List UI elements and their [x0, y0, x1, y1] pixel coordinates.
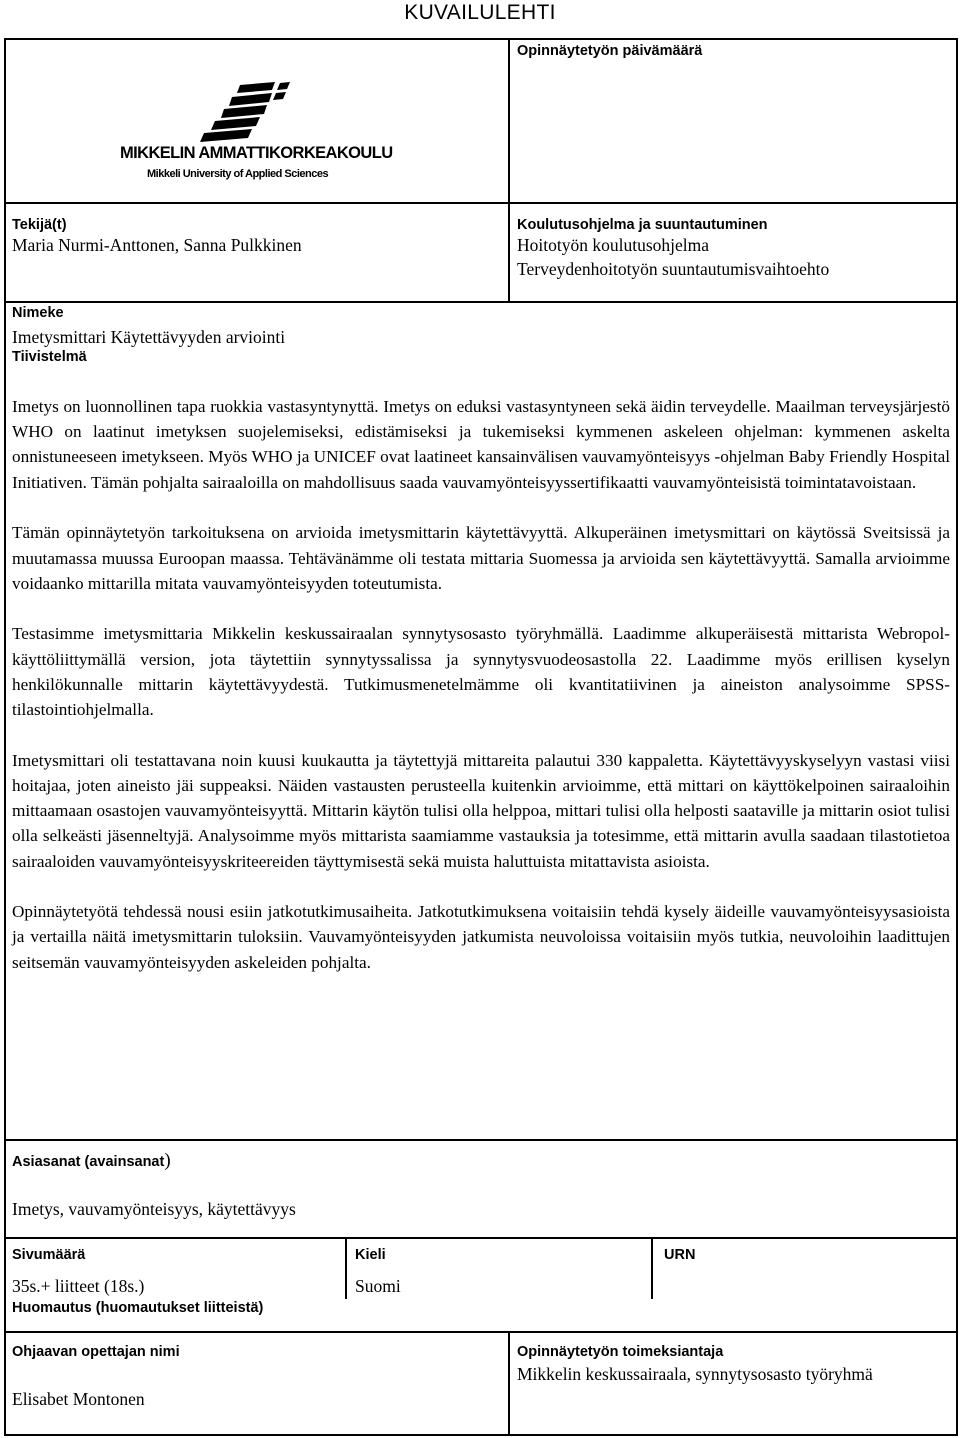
abstract-body [12, 394, 950, 1000]
abstract-label: Tiivistelmä [12, 349, 87, 365]
keywords-paren: ) [164, 1150, 171, 1171]
language-label: Kieli [355, 1247, 386, 1263]
supervisor-label: Ohjaavan opettajan nimi [12, 1344, 180, 1360]
divider [4, 1237, 958, 1239]
divider [4, 301, 958, 303]
commissioner-value: Mikkelin keskussairaala, synnytysosasto työryhmä [517, 1364, 873, 1384]
divider [508, 38, 510, 303]
abstract-paragraph: Tämän opinnäytetyön tarkoituksena on arvioida imetysmittarin käytettävyyttä. Alkuperäinen imetysmittari on käytössä Sveitsissä ja muutamassa muussa Euroopan maassa. Tehtävänämme oli testata mittaria Suomessa ja arvioida sen käytettävyyttä. Samalla arvioimme voidaanko mittarilla mitata vauvamyönteisyyden toteutumista. [12, 523, 950, 593]
authors-label: Tekijä(t) [12, 217, 67, 233]
abstract-paragraph: Opinnäytetyötä tehdessä nousi esiin jatkotutkimusaiheita. Jatkotutkimuksena voitaisiin tehdä kysely äideille vauvamyönteisyysasioista ja vertailla näitä imetysmittarin tuloksiin. Vauvamyönteisyyden jatkumista neuvoloissa voitaisiin myös tutkia, neuvoloihin laadittujen seitsemän vauvamyönteisyyden askeleiden pohjalta. [12, 902, 950, 972]
programme-line2: Terveydenhoitotyön suuntautumisvaihtoehto [517, 259, 830, 279]
pages-label: Sivumäärä [12, 1247, 86, 1263]
divider [508, 1331, 510, 1436]
authors-value: Maria Nurmi-Anttonen, Sanna Pulkkinen [12, 235, 302, 255]
pages-value: 35s.+ liitteet (18s.) [12, 1276, 145, 1296]
divider [651, 1237, 653, 1299]
divider [4, 202, 958, 204]
language-value: Suomi [355, 1276, 401, 1296]
abstract-paragraph: Imetys on luonnollinen tapa ruokkia vastasyntynyttä. Imetys on eduksi vastasyntyneen sekä äidin terveydelle. Maailman terveysjärjestö WHO on laatinut imetyksen suojelemiseksi, edistämiseksi ja tukemiseksi kymmenen askeleen ohjelman: kymmenen askelta onnistuneeseen imetykseen. Myös WHO ja UNICEF ovat laatineet kansainvälisen vauvamyönteisyys -ohjelman Baby Friendly Hospital Initiativen. Tämän pohjalta sairaaloilla on mahdollisuus saada vauvamyönteisyyssertifikaatti vauvamyönteisistä toimintatavoistaan. [12, 397, 950, 492]
keywords-label: Asiasanat (avainsanat [12, 1154, 165, 1170]
supervisor-value: Elisabet Montonen [12, 1389, 145, 1409]
notes-label: Huomautus (huomautukset liitteistä) [12, 1300, 264, 1316]
programme-line1: Hoitotyön koulutusohjelma [517, 235, 710, 255]
logo-name: MIKKELIN AMMATTIKORKEAKOULU [120, 144, 393, 162]
keywords-heading [12, 1150, 171, 1172]
divider [4, 1139, 958, 1141]
abstract-paragraph: Imetysmittari oli testattavana noin kuusi kuukautta ja täytettyjä mittareita palautui 330 kappaletta. Käytettävyyskyselyyn vastasi viisi hoitajaa, joten aineisto jäi suppeaksi. Näiden vastausten perusteella kuitenkin arvioimme, että mittari on käyttökelpoinen sairaaloihin mittaamaan osastojen vauvamyönteisyyttä. Mittarin käytön tulisi olla helppoa, mittari tulisi olla helposti saataville ja mittarin osiot tulisi olla selkeästi jäsenneltyjä. Analysoimme myös mittarista saamiamme vastauksia ja totesimme, että mittarin avulla saadaan tilastotietoa sairaaloiden vauvamyönteisyyskriteereiden täyttymisestä sekä muista haluttuista mitattavista asioista. [12, 750, 950, 871]
divider [4, 1331, 958, 1333]
title-value: Imetysmittari Käytettävyyden arviointi [12, 327, 286, 347]
commissioner-label: Opinnäytetyön toimeksiantaja [517, 1344, 724, 1360]
page-title: KUVAILULEHTI [404, 1, 556, 24]
title-label: Nimeke [12, 305, 64, 321]
keywords-value: Imetys, vauvamyönteisyys, käytettävyys [12, 1199, 296, 1219]
logo-subtitle: Mikkeli University of Applied Sciences [147, 168, 329, 180]
logo-emblem-icon [120, 80, 360, 150]
programme-label: Koulutusohjelma ja suuntautuminen [517, 217, 768, 233]
divider [345, 1237, 347, 1299]
urn-label: URN [664, 1247, 696, 1263]
school-logo [120, 80, 393, 190]
date-label: Opinnäytetyön päivämäärä [517, 43, 703, 59]
abstract-paragraph: Testasimme imetysmittaria Mikkelin keskussairaalan synnytysosasto työryhmällä. Laadimme alkuperäisestä mittarista Webropol-käyttöliittymällä version, jota täytettiin synnytyssalissa ja synnytysvuodeosastolla 22. Laadimme myös erillisen kyselyn henkilökunnalle mittarin käytettävyydestä. Tutkimusmenetelmämme oli kvantitatiivinen ja aineiston analysoimme SPSS-tilastointiohjelmalla. [12, 624, 950, 720]
